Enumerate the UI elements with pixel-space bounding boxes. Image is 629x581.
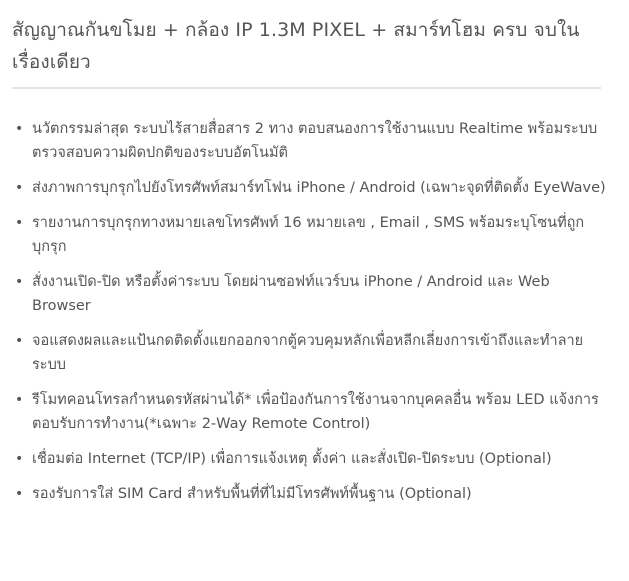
feature-text: รองรับการใส่ SIM Card สำหรับพื้นที่ที่ไม่มีโทรศัพท์พื้นฐาน (Optional): [32, 486, 472, 502]
feature-item: [12, 447, 613, 471]
bullet-icon: •: [15, 180, 24, 196]
bullet-icon: •: [15, 121, 24, 137]
feature-text: สั่งงานเปิด-ปิด หรือตั้งค่าระบบ โดยผ่านซอฟท์แวร์บน iPhone / Android และ Web Browser: [32, 274, 550, 314]
feature-text: นวัตกรรมล่าสุด ระบบไร้สายสื่อสาร 2 ทาง ตอบสนองการใช้งานแบบ Realtime พร้อมระบบตรวจสอบความผิดปกติของระบบอัตโนมัติ: [32, 121, 598, 161]
section-heading: สัญญาณกันขโมย + กล้อง IP 1.3M PIXEL + สมาร์ทโฮม ครบ จบในเรื่องเดียว: [12, 19, 580, 73]
feature-text: จอแสดงผลและแป้นกดติดตั้งแยกออกจากตู้ควบคุมหลักเพื่อหลีกเลี่ยงการเข้าถึงและทำลายระบบ: [32, 333, 584, 373]
bullet-icon: •: [15, 392, 24, 408]
feature-text: รีโมทคอนโทรลกำหนดรหัสผ่านได้* เพื่อป้องกันการใช้งานจากบุคคลอื่น พร้อม LED แจ้งการตอบรับการทำงาน(*เฉพาะ 2-Way Remote Control): [32, 392, 599, 432]
feature-item: [12, 482, 613, 506]
feature-item: [12, 388, 613, 436]
bullet-icon: •: [15, 215, 24, 231]
feature-item: [12, 176, 613, 200]
feature-item: [12, 270, 613, 318]
bullet-icon: •: [15, 451, 24, 467]
bullet-icon: •: [15, 333, 24, 349]
feature-item: [12, 211, 613, 259]
bullet-icon: •: [15, 486, 24, 502]
feature-text: รายงานการบุกรุกทางหมายเลขโทรศัพท์ 16 หมายเลข , Email , SMS พร้อมระบุโซนที่ถูกบุกรุก: [32, 215, 585, 255]
feature-text: ส่งภาพการบุกรุกไปยังโทรศัพท์สมาร์ทโฟน iPhone / Android (เฉพาะจุดที่ติดตั้ง EyeWave): [32, 180, 606, 196]
heading-divider: [12, 87, 601, 89]
feature-item: [12, 117, 613, 165]
feature-list: [12, 117, 613, 506]
feature-item: [12, 329, 613, 377]
bullet-icon: •: [15, 274, 24, 290]
feature-text: เชื่อมต่อ Internet (TCP/IP) เพื่อการแจ้งเหตุ ตั้งค่า และสั่งเปิด-ปิดระบบ (Optional): [32, 451, 552, 467]
